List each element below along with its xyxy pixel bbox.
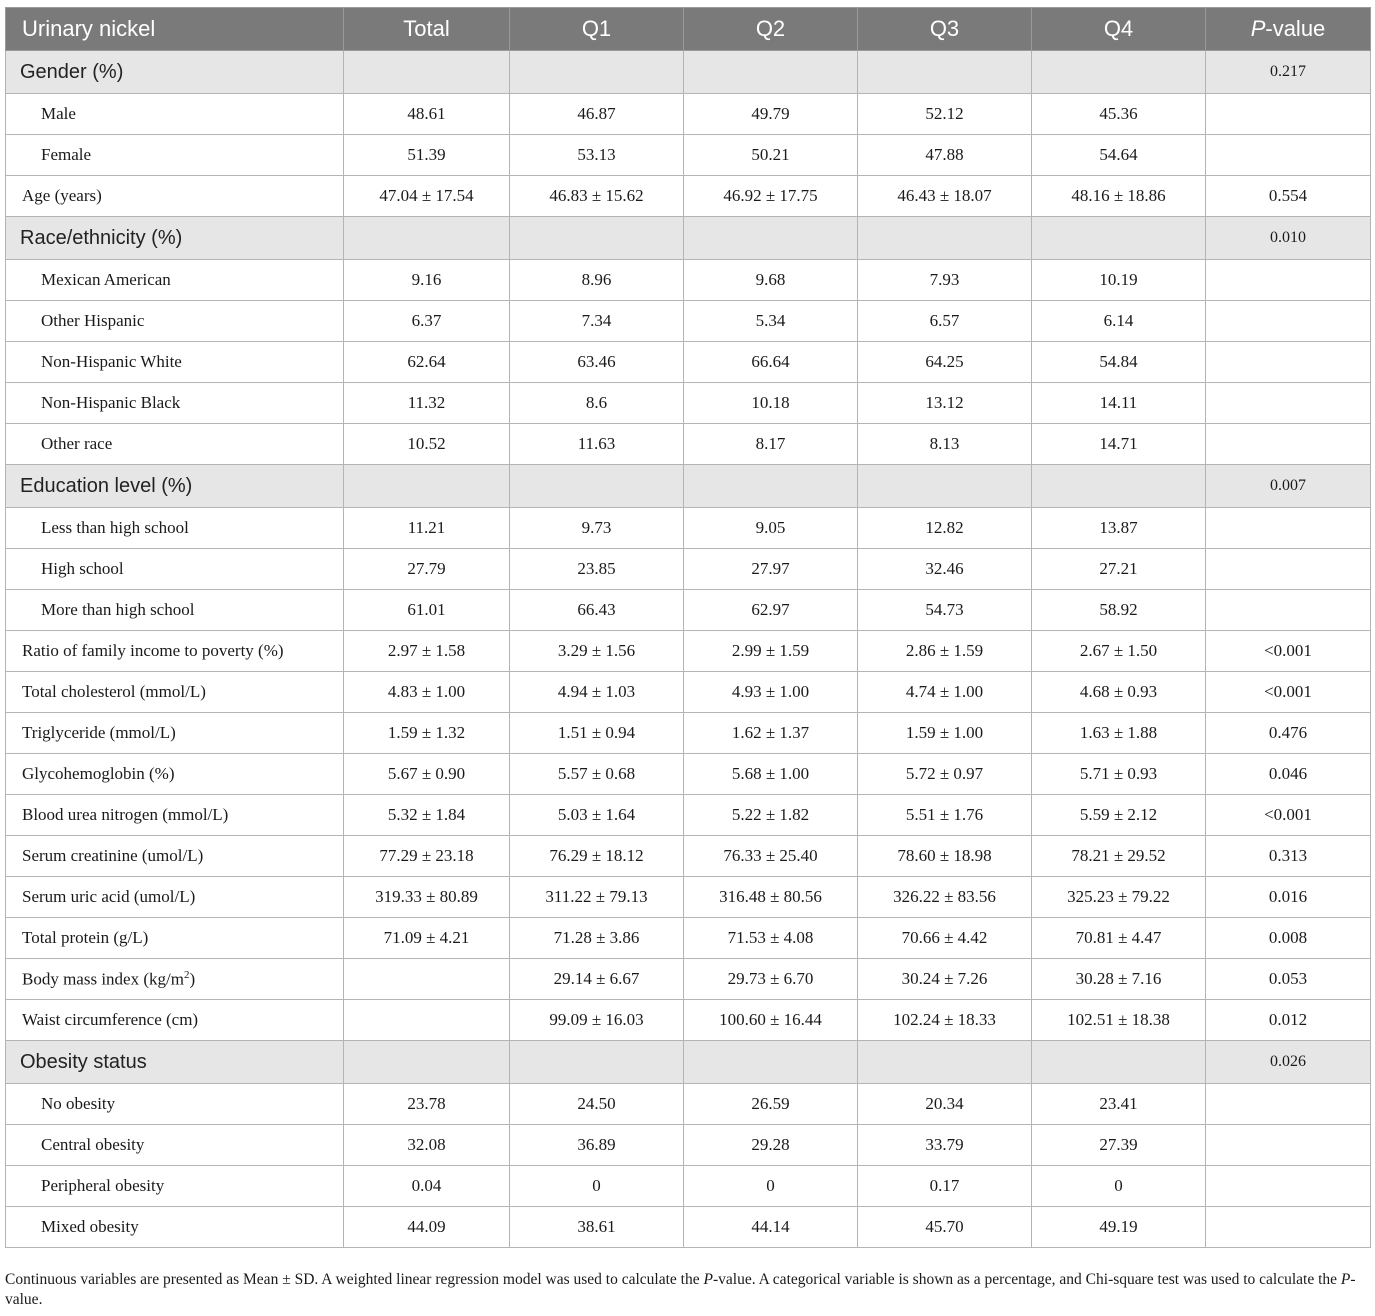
cell-q3: 30.24 ± 7.26 — [858, 959, 1032, 1000]
row-label — [6, 549, 344, 590]
table-row — [6, 918, 1371, 959]
cell-q2: 0 — [684, 1166, 858, 1207]
cell-q1: 8.96 — [510, 260, 684, 301]
cell-q4: 102.51 ± 18.38 — [1032, 1000, 1206, 1041]
cell-q2: 62.97 — [684, 590, 858, 631]
row-label-tail: ) — [189, 969, 196, 989]
row-label — [6, 1166, 344, 1207]
cell-q4: 1.63 ± 1.88 — [1032, 713, 1206, 754]
cell-total: 0.04 — [344, 1166, 510, 1207]
cell-total: 48.61 — [344, 94, 510, 135]
cell-total: 23.78 — [344, 1084, 510, 1125]
row-label — [6, 508, 344, 549]
cell-q2: 66.64 — [684, 342, 858, 383]
header-p-rest: -value — [1265, 16, 1326, 41]
cell-q1: 5.03 ± 1.64 — [510, 795, 684, 836]
row-label-text: Male — [41, 104, 76, 123]
cell-total: 11.32 — [344, 383, 510, 424]
cell-q4: 54.64 — [1032, 135, 1206, 176]
empty-cell — [1032, 465, 1206, 508]
cell-q2: 1.62 ± 1.37 — [684, 713, 858, 754]
cell-q2: 49.79 — [684, 94, 858, 135]
cell-q2: 26.59 — [684, 1084, 858, 1125]
table-row — [6, 713, 1371, 754]
row-label-text: More than high school — [41, 600, 195, 619]
cell-q4: 27.39 — [1032, 1125, 1206, 1166]
header-p-value — [1206, 8, 1371, 51]
cell-q3: 5.51 ± 1.76 — [858, 795, 1032, 836]
cell-q2: 5.34 — [684, 301, 858, 342]
row-label — [6, 1084, 344, 1125]
p-value-cell: 0.008 — [1206, 918, 1371, 959]
cell-q3: 13.12 — [858, 383, 1032, 424]
cell-q2: 27.97 — [684, 549, 858, 590]
cell-total: 6.37 — [344, 301, 510, 342]
cell-total: 71.09 ± 4.21 — [344, 918, 510, 959]
p-value-cell — [1206, 1125, 1371, 1166]
cell-q3: 20.34 — [858, 1084, 1032, 1125]
empty-cell — [684, 51, 858, 94]
table-footnote — [5, 1270, 1371, 1310]
row-label-text: Serum uric acid (umol/L) — [22, 887, 196, 906]
cell-q4: 5.71 ± 0.93 — [1032, 754, 1206, 795]
row-label — [6, 631, 344, 672]
p-value-cell: <0.001 — [1206, 631, 1371, 672]
cell-q2: 2.99 ± 1.59 — [684, 631, 858, 672]
table-body — [6, 51, 1371, 1248]
row-label-text: Less than high school — [41, 518, 189, 537]
cell-q1: 46.83 ± 15.62 — [510, 176, 684, 217]
p-value-cell — [1206, 94, 1371, 135]
footnote-p2: P — [1340, 1271, 1351, 1288]
cell-total: 32.08 — [344, 1125, 510, 1166]
cell-q1: 46.87 — [510, 94, 684, 135]
cell-q3: 70.66 ± 4.42 — [858, 918, 1032, 959]
cell-q3: 47.88 — [858, 135, 1032, 176]
section-label: Gender (%) — [6, 51, 344, 94]
cell-q1: 0 — [510, 1166, 684, 1207]
cell-q4: 10.19 — [1032, 260, 1206, 301]
row-label-text: Total protein (g/L) — [22, 928, 149, 947]
footnote-part3: -value. — [5, 1271, 1356, 1308]
section-row — [6, 1041, 1371, 1084]
cell-q2: 10.18 — [684, 383, 858, 424]
table-row — [6, 672, 1371, 713]
header-label: Urinary nickel — [6, 8, 344, 51]
empty-cell — [344, 1041, 510, 1084]
empty-cell — [510, 51, 684, 94]
row-label — [6, 836, 344, 877]
section-row — [6, 51, 1371, 94]
row-label — [6, 424, 344, 465]
cell-q2: 44.14 — [684, 1207, 858, 1248]
p-value-cell — [1206, 301, 1371, 342]
row-label-text: Blood urea nitrogen (mmol/L) — [22, 805, 229, 824]
cell-q2: 316.48 ± 80.56 — [684, 877, 858, 918]
table-row — [6, 754, 1371, 795]
cell-q4: 0 — [1032, 1166, 1206, 1207]
footnote-p1: P — [703, 1271, 713, 1288]
cell-q1: 3.29 ± 1.56 — [510, 631, 684, 672]
section-row — [6, 465, 1371, 508]
cell-q3: 2.86 ± 1.59 — [858, 631, 1032, 672]
row-label-text: Body mass index (kg/m — [22, 969, 184, 989]
table-row — [6, 1166, 1371, 1207]
empty-cell — [684, 1041, 858, 1084]
cell-q3: 5.72 ± 0.97 — [858, 754, 1032, 795]
cell-q1: 76.29 ± 18.12 — [510, 836, 684, 877]
cell-q2: 5.22 ± 1.82 — [684, 795, 858, 836]
row-label — [6, 260, 344, 301]
table-header — [6, 8, 1371, 51]
empty-cell — [858, 51, 1032, 94]
empty-cell — [344, 51, 510, 94]
cell-q1: 29.14 ± 6.67 — [510, 959, 684, 1000]
cell-q2: 76.33 ± 25.40 — [684, 836, 858, 877]
table-row — [6, 1084, 1371, 1125]
footnote-part2: -value. A categorical variable is shown as a percentage, and Chi-square test was used to calculate the — [712, 1271, 1341, 1288]
cell-q1: 7.34 — [510, 301, 684, 342]
row-label-text: Mixed obesity — [41, 1217, 139, 1236]
p-value-cell: 0.010 — [1206, 217, 1371, 260]
header-q3: Q3 — [858, 8, 1032, 51]
header-q1: Q1 — [510, 8, 684, 51]
cell-total: 77.29 ± 23.18 — [344, 836, 510, 877]
row-label-text: Triglyceride (mmol/L) — [22, 723, 176, 742]
p-value-cell — [1206, 383, 1371, 424]
footnote-part1: Continuous variables are presented as Mean ± SD. A weighted linear regression model was used to calculate the — [5, 1271, 704, 1288]
empty-cell — [858, 465, 1032, 508]
cell-q1: 38.61 — [510, 1207, 684, 1248]
cell-q1: 99.09 ± 16.03 — [510, 1000, 684, 1041]
cell-q4: 325.23 ± 79.22 — [1032, 877, 1206, 918]
empty-cell — [1032, 51, 1206, 94]
p-value-cell — [1206, 590, 1371, 631]
cell-total — [344, 1000, 510, 1041]
empty-cell — [684, 217, 858, 260]
cell-q4: 48.16 ± 18.86 — [1032, 176, 1206, 217]
cell-q1: 63.46 — [510, 342, 684, 383]
cell-q3: 64.25 — [858, 342, 1032, 383]
p-value-cell — [1206, 1166, 1371, 1207]
cell-total: 4.83 ± 1.00 — [344, 672, 510, 713]
cell-q3: 8.13 — [858, 424, 1032, 465]
cell-q1: 24.50 — [510, 1084, 684, 1125]
cell-q2: 100.60 ± 16.44 — [684, 1000, 858, 1041]
cell-q2: 71.53 ± 4.08 — [684, 918, 858, 959]
section-label: Obesity status — [6, 1041, 344, 1084]
row-label-text: Female — [41, 145, 92, 164]
table-row — [6, 590, 1371, 631]
cell-q1: 9.73 — [510, 508, 684, 549]
table-row — [6, 959, 1371, 1000]
p-value-cell: 0.476 — [1206, 713, 1371, 754]
p-value-cell: 0.016 — [1206, 877, 1371, 918]
empty-cell — [1032, 1041, 1206, 1084]
cell-total: 61.01 — [344, 590, 510, 631]
cell-total: 9.16 — [344, 260, 510, 301]
cell-q3: 7.93 — [858, 260, 1032, 301]
cell-q2: 4.93 ± 1.00 — [684, 672, 858, 713]
cell-q1: 23.85 — [510, 549, 684, 590]
cell-q2: 29.73 ± 6.70 — [684, 959, 858, 1000]
p-value-cell — [1206, 1084, 1371, 1125]
cell-total: 47.04 ± 17.54 — [344, 176, 510, 217]
table-row — [6, 260, 1371, 301]
row-label-text: Age (years) — [22, 186, 102, 205]
row-label-text: Other Hispanic — [41, 311, 145, 330]
row-label — [6, 301, 344, 342]
row-label-superscript: 2 — [183, 968, 190, 981]
row-label — [6, 754, 344, 795]
cell-q3: 6.57 — [858, 301, 1032, 342]
table-row — [6, 342, 1371, 383]
row-label — [6, 342, 344, 383]
cell-q3: 102.24 ± 18.33 — [858, 1000, 1032, 1041]
p-value-cell: 0.046 — [1206, 754, 1371, 795]
row-label — [6, 176, 344, 217]
table-row — [6, 836, 1371, 877]
empty-cell — [344, 465, 510, 508]
row-label — [6, 1000, 344, 1041]
cell-q4: 30.28 ± 7.16 — [1032, 959, 1206, 1000]
row-label — [6, 672, 344, 713]
cell-q3: 45.70 — [858, 1207, 1032, 1248]
header-q4: Q4 — [1032, 8, 1206, 51]
header-total: Total — [344, 8, 510, 51]
cell-total: 51.39 — [344, 135, 510, 176]
p-value-cell — [1206, 1207, 1371, 1248]
cell-q4: 78.21 ± 29.52 — [1032, 836, 1206, 877]
cell-q4: 13.87 — [1032, 508, 1206, 549]
cell-total: 5.67 ± 0.90 — [344, 754, 510, 795]
cell-q1: 11.63 — [510, 424, 684, 465]
cell-q2: 50.21 — [684, 135, 858, 176]
cell-q3: 54.73 — [858, 590, 1032, 631]
cell-q3: 4.74 ± 1.00 — [858, 672, 1032, 713]
table-row — [6, 1000, 1371, 1041]
cell-q3: 32.46 — [858, 549, 1032, 590]
row-label-text: Serum creatinine (umol/L) — [22, 846, 204, 865]
cell-q4: 70.81 ± 4.47 — [1032, 918, 1206, 959]
cell-q3: 52.12 — [858, 94, 1032, 135]
cell-q4: 6.14 — [1032, 301, 1206, 342]
cell-q1: 71.28 ± 3.86 — [510, 918, 684, 959]
table-row — [6, 424, 1371, 465]
p-value-cell — [1206, 342, 1371, 383]
p-value-cell: 0.012 — [1206, 1000, 1371, 1041]
cell-q2: 8.17 — [684, 424, 858, 465]
cell-q4: 54.84 — [1032, 342, 1206, 383]
cell-total: 11.21 — [344, 508, 510, 549]
empty-cell — [510, 1041, 684, 1084]
empty-cell — [684, 465, 858, 508]
cell-q1: 8.6 — [510, 383, 684, 424]
cell-q1: 311.22 ± 79.13 — [510, 877, 684, 918]
header-row — [6, 8, 1371, 51]
row-label — [6, 590, 344, 631]
cell-q2: 9.05 — [684, 508, 858, 549]
p-value-cell: 0.217 — [1206, 51, 1371, 94]
data-table — [5, 7, 1371, 1248]
row-label-text: Mexican American — [41, 270, 171, 289]
empty-cell — [858, 1041, 1032, 1084]
cell-total: 27.79 — [344, 549, 510, 590]
table-row — [6, 631, 1371, 672]
cell-q4: 49.19 — [1032, 1207, 1206, 1248]
cell-q1: 5.57 ± 0.68 — [510, 754, 684, 795]
section-label: Education level (%) — [6, 465, 344, 508]
p-value-cell: 0.026 — [1206, 1041, 1371, 1084]
row-label-text: Peripheral obesity — [41, 1176, 165, 1195]
row-label — [6, 94, 344, 135]
cell-q2: 46.92 ± 17.75 — [684, 176, 858, 217]
cell-q4: 5.59 ± 2.12 — [1032, 795, 1206, 836]
p-value-cell — [1206, 260, 1371, 301]
table-row — [6, 549, 1371, 590]
row-label-text: No obesity — [41, 1094, 116, 1113]
cell-q3: 33.79 — [858, 1125, 1032, 1166]
row-label — [6, 383, 344, 424]
cell-total — [344, 959, 510, 1000]
p-value-cell: 0.313 — [1206, 836, 1371, 877]
cell-q4: 27.21 — [1032, 549, 1206, 590]
cell-q1: 36.89 — [510, 1125, 684, 1166]
cell-q3: 78.60 ± 18.98 — [858, 836, 1032, 877]
table-container — [5, 7, 1370, 1248]
table-row — [6, 176, 1371, 217]
cell-q3: 326.22 ± 83.56 — [858, 877, 1032, 918]
cell-q4: 45.36 — [1032, 94, 1206, 135]
table-row — [6, 135, 1371, 176]
cell-q4: 2.67 ± 1.50 — [1032, 631, 1206, 672]
row-label — [6, 795, 344, 836]
row-label-text: Ratio of family income to poverty (%) — [22, 641, 284, 660]
cell-total: 2.97 ± 1.58 — [344, 631, 510, 672]
p-value-cell: 0.554 — [1206, 176, 1371, 217]
section-row — [6, 217, 1371, 260]
cell-q2: 9.68 — [684, 260, 858, 301]
table-row — [6, 795, 1371, 836]
cell-q3: 0.17 — [858, 1166, 1032, 1207]
cell-q2: 29.28 — [684, 1125, 858, 1166]
row-label — [6, 135, 344, 176]
p-value-cell — [1206, 135, 1371, 176]
row-label — [6, 713, 344, 754]
row-label — [6, 1125, 344, 1166]
cell-q1: 1.51 ± 0.94 — [510, 713, 684, 754]
cell-q2: 5.68 ± 1.00 — [684, 754, 858, 795]
empty-cell — [344, 217, 510, 260]
empty-cell — [510, 217, 684, 260]
p-value-cell — [1206, 424, 1371, 465]
cell-q4: 23.41 — [1032, 1084, 1206, 1125]
p-value-cell: <0.001 — [1206, 672, 1371, 713]
empty-cell — [858, 217, 1032, 260]
row-label — [6, 918, 344, 959]
cell-total: 62.64 — [344, 342, 510, 383]
cell-q1: 66.43 — [510, 590, 684, 631]
table-row — [6, 94, 1371, 135]
p-value-cell: 0.007 — [1206, 465, 1371, 508]
cell-total: 5.32 ± 1.84 — [344, 795, 510, 836]
p-value-cell — [1206, 508, 1371, 549]
p-value-cell: 0.053 — [1206, 959, 1371, 1000]
cell-q4: 14.11 — [1032, 383, 1206, 424]
row-label-text: High school — [41, 559, 124, 578]
cell-q3: 1.59 ± 1.00 — [858, 713, 1032, 754]
empty-cell — [1032, 217, 1206, 260]
table-row — [6, 1125, 1371, 1166]
table-row — [6, 877, 1371, 918]
cell-q4: 14.71 — [1032, 424, 1206, 465]
cell-q4: 4.68 ± 0.93 — [1032, 672, 1206, 713]
cell-q1: 53.13 — [510, 135, 684, 176]
cell-q4: 58.92 — [1032, 590, 1206, 631]
table-row — [6, 301, 1371, 342]
cell-total: 319.33 ± 80.89 — [344, 877, 510, 918]
row-label-text: Other race — [41, 434, 113, 453]
cell-total: 44.09 — [344, 1207, 510, 1248]
row-label-text: Waist circumference (cm) — [22, 1010, 199, 1029]
row-label — [6, 959, 344, 1000]
section-label: Race/ethnicity (%) — [6, 217, 344, 260]
empty-cell — [510, 465, 684, 508]
header-p-italic: P — [1250, 16, 1266, 41]
table-row — [6, 1207, 1371, 1248]
row-label-text: Glycohemoglobin (%) — [22, 764, 175, 783]
row-label-text: Total cholesterol (mmol/L) — [22, 682, 206, 701]
p-value-cell — [1206, 549, 1371, 590]
header-q2: Q2 — [684, 8, 858, 51]
cell-q3: 12.82 — [858, 508, 1032, 549]
cell-total: 1.59 ± 1.32 — [344, 713, 510, 754]
row-label-text: Non-Hispanic Black — [41, 393, 181, 412]
cell-q1: 4.94 ± 1.03 — [510, 672, 684, 713]
cell-total: 10.52 — [344, 424, 510, 465]
row-label-text: Non-Hispanic White — [41, 352, 182, 371]
row-label-text: Central obesity — [41, 1135, 145, 1154]
p-value-cell: <0.001 — [1206, 795, 1371, 836]
table-row — [6, 383, 1371, 424]
row-label — [6, 1207, 344, 1248]
row-label — [6, 877, 344, 918]
table-row — [6, 508, 1371, 549]
cell-q3: 46.43 ± 18.07 — [858, 176, 1032, 217]
